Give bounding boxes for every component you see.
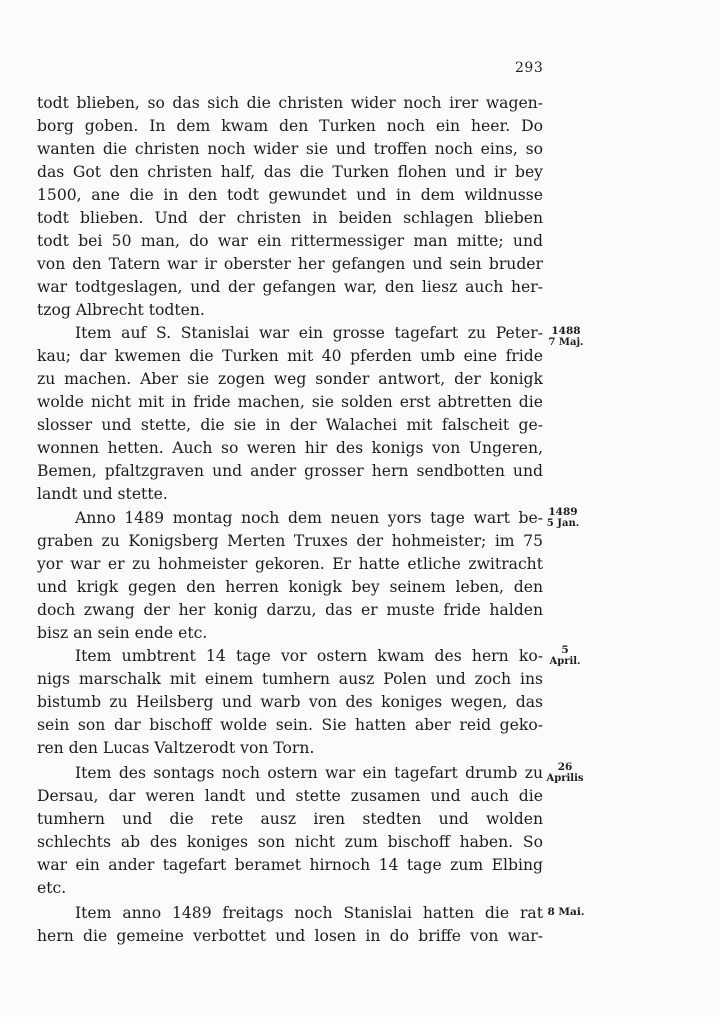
text-line: todt blieben, so das sich die christen wider noch irer wagen- [37, 94, 543, 112]
margin-note-date: 8 Mai. [547, 906, 585, 918]
text-line: und krigk gegen den herren konigk bey seinem leben, den [37, 578, 543, 596]
margin-note [545, 645, 585, 667]
page-number: 293 [515, 60, 544, 76]
text-line: nigs marschalk mit einem tumhern ausz Polen und zoch ins [37, 670, 543, 688]
text-line: Item anno 1489 freitags noch Stanislai hatten die rat [75, 904, 543, 922]
text-line: hern die gemeine verbottet und losen in do briffe von war- [37, 927, 543, 945]
text-line: graben zu Konigsberg Merten Truxes der hohmeister; im 75 [37, 532, 543, 550]
text-line: zu machen. Aber sie zogen weg sonder antwort, der konigk [37, 370, 543, 388]
text-line: Anno 1489 montag noch dem neuen yors tage wart be- [75, 509, 543, 527]
margin-note-date: 7 Maj. [548, 337, 584, 348]
text-line: todt blieben. Und der christen in beiden schlagen blieben [37, 209, 543, 227]
text-line: tumhern und die rete ausz iren stedten und wolden [37, 810, 543, 828]
text-line: tzog Albrecht todten. [37, 301, 205, 319]
margin-note-day: 5 [561, 644, 569, 656]
text-line: wolde nicht mit in fride machen, sie solden erst abtretten die [37, 393, 543, 411]
text-line: war ein ander tagefart beramet hirnoch 14 tage zum Elbing [37, 856, 543, 874]
margin-note-day: 26 [557, 761, 573, 773]
margin-note-month: Aprilis [546, 773, 584, 784]
text-line: war todtgeslagen, und der gefangen war, den liesz auch her- [37, 278, 543, 296]
text-line: slosser und stette, die sie in der Walachei mit falscheit ge- [37, 416, 543, 434]
text-line: landt und stette. [37, 485, 168, 503]
text-line: ren den Lucas Valtzerodt von Torn. [37, 739, 315, 757]
text-line: Bemen, pfaltzgraven und ander grosser hern sendbotten und [37, 462, 543, 480]
margin-note [545, 762, 585, 784]
text-line: bistumb zu Heilsberg und warb von des koniges wegen, das [37, 693, 543, 711]
text-line: todt bei 50 man, do war ein rittermessiger man mitte; und [37, 232, 543, 250]
text-line: Dersau, dar weren landt und stette zusamen und auch die [37, 787, 543, 805]
text-line: Item umbtrent 14 tage vor ostern kwam des hern ko- [75, 647, 543, 665]
text-line: sein son dar bischoff wolde sein. Sie hatten aber reid geko- [37, 716, 543, 734]
margin-note [546, 326, 586, 348]
text-line: borg goben. In dem kwam den Turken noch ein heer. Do [37, 117, 543, 135]
margin-note-year: 1488 [551, 325, 581, 337]
text-line: kau; dar kwemen die Turken mit 40 pferden umb eine fride [37, 347, 543, 365]
text-line: wonnen hetten. Auch so weren hir des konigs von Ungeren, [37, 439, 543, 457]
text-line: Item auf S. Stanislai war ein grosse tagefart zu Peter- [75, 324, 543, 342]
text-line: wanten die christen noch wider sie und troffen noch eins, so [37, 140, 543, 158]
text-line: schlechts ab des koniges son nicht zum bischoff haben. So [37, 833, 543, 851]
text-line: von den Tatern war ir oberster her gefangen und sein bruder [37, 255, 543, 273]
margin-note-date: 5 Jan. [546, 518, 580, 529]
margin-note [546, 907, 586, 918]
text-line: yor war er zu hohmeister gekoren. Er hatte etliche zwitracht [37, 555, 543, 573]
text-line: das Got den christen half, das die Turken flohen und ir bey [37, 163, 543, 181]
text-line: doch zwang der her konig darzu, das er muste fride halden [37, 601, 543, 619]
text-line: etc. [37, 879, 67, 897]
text-line: Item des sontags noch ostern war ein tagefart drumb zu [75, 764, 543, 782]
text-line: bisz an sein ende etc. [37, 624, 208, 642]
margin-note-month: April. [549, 656, 581, 667]
margin-note [543, 507, 583, 529]
margin-note-year: 1489 [548, 506, 578, 518]
text-line: 1500, ane die in den todt gewundet und in dem wildnusse [37, 186, 543, 204]
